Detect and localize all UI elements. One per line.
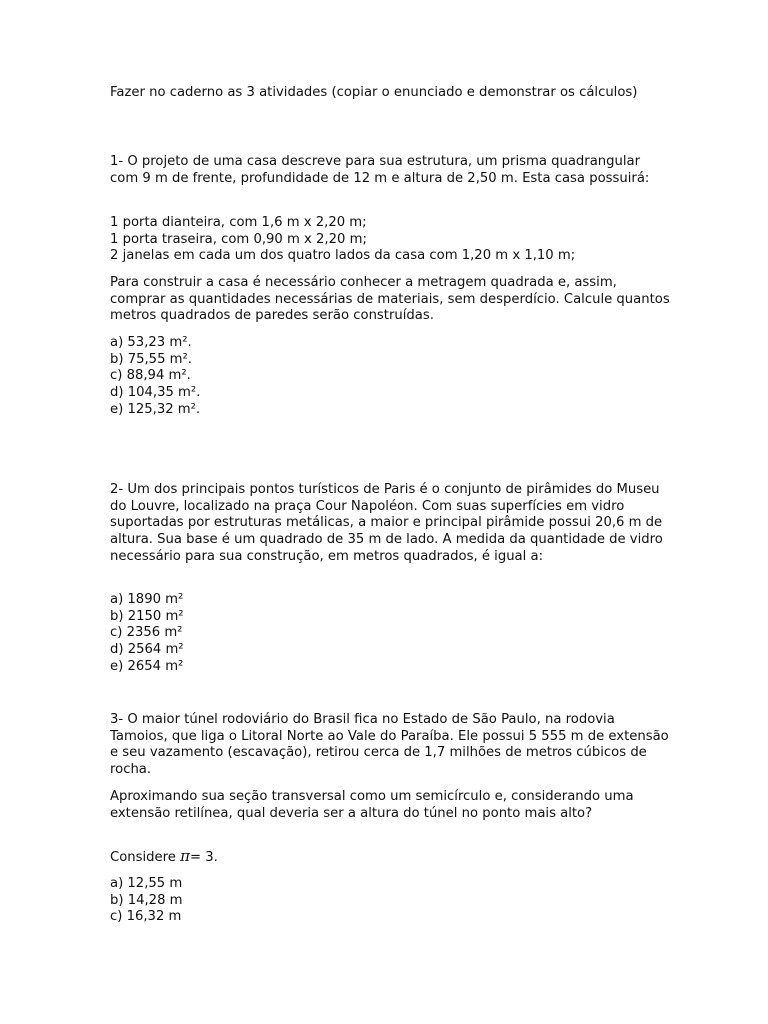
question-1-item: 2 janelas em cada um dos quatro lados da casa com 1,20 m x 1,10 m; — [110, 248, 576, 264]
question-3-consider — [110, 848, 670, 867]
question-2-statement — [110, 482, 670, 566]
option-a: a) 53,23 m². — [110, 335, 192, 350]
option-d: d) 104,35 m². — [110, 385, 201, 401]
consider-suffix: = 3. — [189, 850, 218, 865]
question-2-text: 2- Um dos principais pontos turísticos de Paris é o conjunto de pirâmides do Museu do Louvre, localizado na praça Cour Napoléon. Com suas superfícies em vidro suportadas por estruturas metálicas, a maior e principal pirâmide possui 20,6 m de altura. Sua base é um quadrado de 35 m de lado. A medida da quantidade de vidro necessário para sua construção, em metros quadrados, é igual a: — [110, 482, 668, 564]
question-1-statement — [110, 154, 670, 187]
option-d: d) 2564 m² — [110, 642, 184, 658]
question-3-question — [110, 789, 670, 822]
option-e: e) 125,32 m². — [110, 401, 201, 417]
question-3-statement — [110, 712, 673, 779]
instructions-text: Fazer no caderno as 3 atividades (copiar o enunciado e demonstrar os cálculos) — [110, 85, 638, 100]
question-3-text: 3- O maior túnel rodoviário do Brasil fica no Estado de São Paulo, na rodovia Tamoios, que liga o Litoral Norte ao Vale do Paraíba. Ele possui 5 555 m de extensão e seu vazamento (escavação), retirou cerca de 1,7 milhões de metros cúbicos de rocha. — [110, 712, 673, 778]
question-3-question-text: Aproximando sua seção transversal como um semicírculo e, considerando uma extensão retilínea, qual deveria ser a altura do túnel no ponto mais alto? — [110, 789, 638, 821]
question-1-question-text: Para construir a casa é necessário conhecer a metragem quadrada e, assim, comprar as quantidades necessárias de materiais, sem desperdício. Calcule quantos metros quadrados de paredes serão construídas. — [110, 275, 674, 324]
question-1-items — [110, 215, 670, 265]
option-b: b) 14,28 m — [110, 892, 183, 908]
option-e: e) 2654 m² — [110, 658, 184, 674]
question-2-options — [110, 592, 670, 676]
option-b: b) 2150 m² — [110, 608, 184, 624]
question-1-text: 1- O projeto de uma casa descreve para sua estrutura, um prisma quadrangular com 9 m de frente, profundidade de 12 m e altura de 2,50 m. Esta casa possuirá: — [110, 154, 650, 186]
option-b: b) 75,55 m². — [110, 351, 192, 367]
question-1-question — [110, 275, 674, 325]
question-1-item: 1 porta traseira, com 0,90 m x 2,20 m; — [110, 231, 367, 247]
option-a: a) 12,55 m — [110, 876, 183, 891]
option-c: c) 88,94 m². — [110, 368, 191, 384]
question-1-options — [110, 335, 670, 419]
consider-prefix: Considere — [110, 850, 181, 865]
pi-symbol: π — [180, 847, 190, 865]
instructions — [110, 85, 670, 102]
option-c: c) 2356 m² — [110, 625, 183, 641]
question-3-options — [110, 876, 670, 926]
option-c: c) 16,32 m — [110, 909, 182, 925]
question-1-item: 1 porta dianteira, com 1,6 m x 2,20 m; — [110, 215, 367, 230]
option-a: a) 1890 m² — [110, 592, 184, 607]
consider-line — [110, 848, 670, 867]
